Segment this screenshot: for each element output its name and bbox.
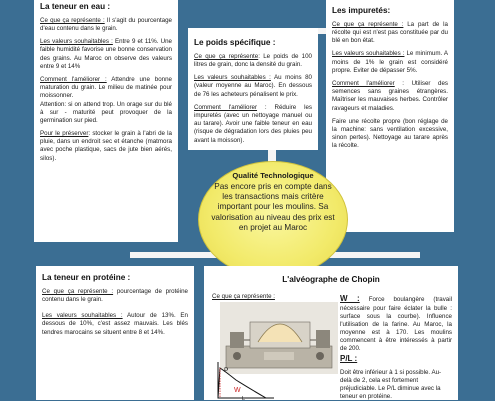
panel-poids-specifique (188, 28, 318, 150)
poids-ameliorer: Comment l'améliorer : Réduire les impuretés (avec un nettoyage manuel ou au tarare). Avoir une faible teneur en eau (risque de dégradation lors des pluies peu avant la moisson). (194, 103, 312, 144)
qualite-bubble (198, 161, 348, 278)
alveo-definition-label: Ce que ça représente : (212, 293, 275, 300)
pl-label: P/L : (340, 354, 358, 363)
teneur-eau-valeurs: Les valeurs souhaitables : Entre 9 et 11%. Une faible humidité favorise une bonne conservation des grains. Au Maroc on observe des valeurs entre 9 et 14% (40, 38, 172, 70)
impuretes-title: Les impuretés: (332, 6, 391, 15)
proteine-definition: Ce que ça représente : pourcentage de protéine contenu dans le grain. (42, 287, 188, 304)
teneur-eau-ameliorer: Comment l'améliorer : Attendre une bonne maturation du grain. Le milieu de matinée pour moissonner. (40, 75, 172, 100)
impuretes-valeurs: Les valeurs souhaitables : Le minimum. A moins de 1% le grain est considéré propre. Eviter de dépasser 5%. (332, 50, 448, 74)
proteine-title: La teneur en protéine : (42, 273, 131, 282)
impuretes-recolte: Faire une récolte propre (bon réglage de la machine: sans ventilation excessive, sinon pertes). Nettoyage au tarare après la récolte. (332, 117, 448, 150)
graph-label-w: W (234, 387, 241, 394)
alveo-title: L'alvéographe de Chopin (282, 275, 380, 284)
w-label: W : (340, 294, 360, 303)
graph-label-l: L (242, 396, 246, 400)
panel-impuretes (326, 0, 454, 232)
teneur-eau-definition: Ce que ça représente : Il s'agit du pourcentage d'eau contenu dans le grain. (40, 16, 172, 33)
qualite-title: Qualité Technologique (232, 171, 314, 180)
teneur-eau-preserver: Pour le préserver: stocker le grain à l'abri de la pluie, dans un endroit sec et étanche (matmora avec poche plastique, sacs de jute bien aérés, silos). (40, 130, 172, 162)
teneur-eau-title: La teneur en eau : (40, 2, 111, 11)
poids-valeurs: Les valeurs souhaitables : Au moins 80 (valeur moyenne au Maroc). En dessous de 76 les acheteurs pénalisent le prix. (194, 74, 312, 98)
impuretes-definition: Ce que ça représente : La part de la récolte qui est n'est pas constituée par du blé en bon état. (332, 20, 448, 45)
alveo-pl-block (340, 354, 452, 401)
poids-definition: Ce que ça représente: Le poids de 100 litres de grain, donc la densité du grain. (194, 52, 312, 69)
panel-proteine (36, 266, 194, 400)
panel-alveographe (204, 266, 458, 400)
poids-title: Le poids spécifique : (194, 38, 276, 47)
alveogram-curve (214, 360, 276, 400)
impuretes-ameliorer: Comment l'améliorer : Utiliser des semences sans graines étrangères. Maîtriser les mauvaises herbes. Contrôler ravageurs et maladies. (332, 79, 449, 112)
w-body: Force boulangère (travail nécessaire pour faire éclater la bulle : surface sous la courbe). Influence l'utilisation de la farine. Au Maroc, la moyenne est à 170. Les moulins commencent à être intéressés à partir de 200. (340, 296, 452, 353)
graph-label-p: P (224, 367, 229, 374)
panel-teneur-eau (34, 0, 178, 242)
proteine-valeurs: Les valeurs souhaitables : Autour de 13%. En dessous de 10%, c'est assez mauvais. Les blés tendres marocains se situent entre 8 et 14%. (42, 312, 188, 336)
teneur-eau-attention: Attention: si on attend trop. Un orage sur du blé à sur - maturité peut provoquer de la germination sur pied. (40, 100, 172, 124)
qualite-text: Pas encore pris en compte dans les transactions mais critère important pour les moulins. Sa valorisation au niveau des prix est en projet au Maroc (211, 182, 335, 232)
pl-body: Doit être inférieur à 1 si possible. Au-delà de 2, cela est fortement préjudiciable. Le P/L diminue avec la teneur en protéine. (340, 368, 442, 401)
alveo-w-block (340, 294, 452, 354)
